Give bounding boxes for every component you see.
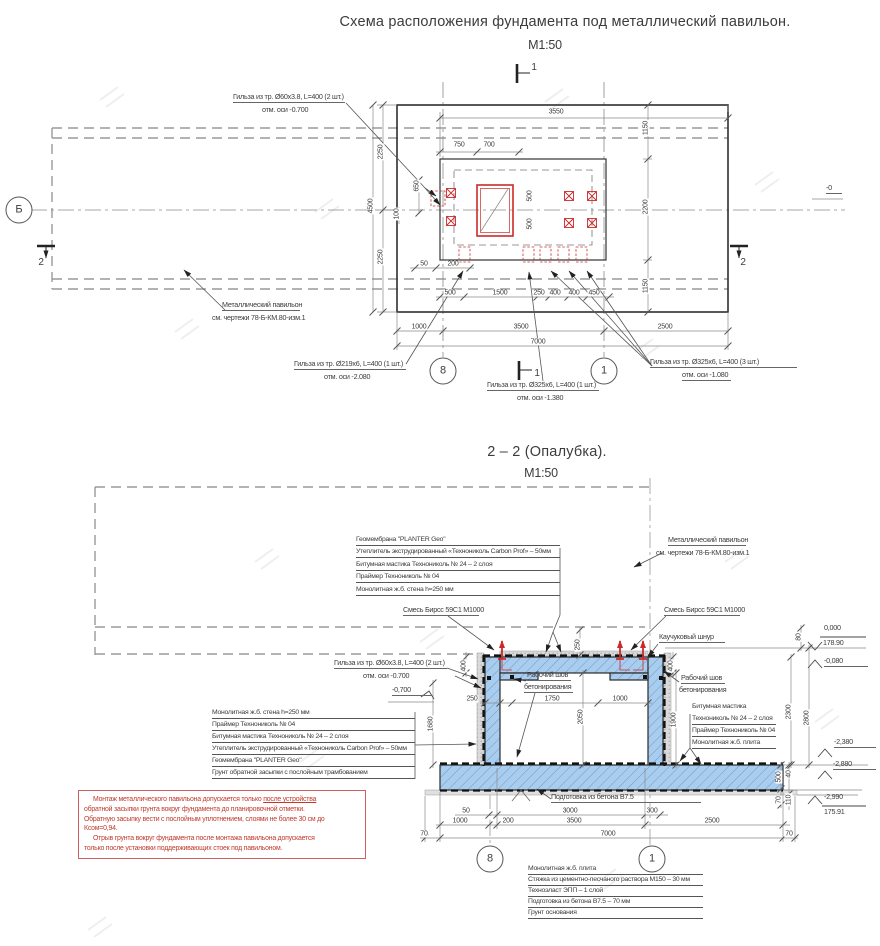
dim-110-sec: 110 bbox=[785, 794, 793, 806]
dim-500-inner-bottom: 500 bbox=[526, 218, 534, 230]
dim-2200: 2200 bbox=[642, 199, 650, 215]
dim-300-sec: 300 bbox=[646, 807, 658, 815]
section-top-stack-0: Геомембрана "PLANTER Geo" bbox=[356, 537, 560, 546]
dim-2250-bottom: 2250 bbox=[377, 249, 385, 265]
elevation-zero-abs: 178.90 bbox=[823, 638, 844, 647]
section-sleeve60-line2: отм. оси -0.700 bbox=[363, 671, 410, 680]
elevation-minus-299-abs: 175.91 bbox=[824, 807, 845, 816]
callout-sleeve325-1-line2: отм. оси -1.380 bbox=[517, 393, 564, 402]
dim-2500-plan: 2500 bbox=[657, 323, 673, 331]
dim-2500-sec: 2500 bbox=[704, 817, 720, 825]
callout-sleeve60-line2: отм. оси -0.700 bbox=[262, 105, 309, 114]
dim-1750-sec: 1750 bbox=[544, 695, 560, 703]
section-pavilion-line1: Металлический павильон bbox=[668, 536, 746, 546]
section-right-stack-0: Битумная мастика bbox=[692, 703, 747, 710]
grid-bubble-1-plan: 1 bbox=[591, 358, 618, 385]
callout-sleeve219-line1: Гильза из тр. Ø219х6, L=400 (1 шт.) bbox=[294, 360, 406, 370]
section-title: 2 – 2 (Опалубка). bbox=[487, 443, 607, 460]
plan-edge-elevation: -0 bbox=[826, 184, 842, 194]
dim-100: 100 bbox=[393, 208, 401, 220]
plan-centerlines bbox=[31, 82, 845, 357]
dim-70-right-sec: 70 bbox=[785, 830, 793, 838]
dim-3000-sec: 3000 bbox=[562, 807, 578, 815]
dim-500-sec: 500 bbox=[775, 771, 783, 783]
callout-pavilion-line1: Металлический павильон bbox=[222, 301, 300, 311]
dim-1680-sec: 1680 bbox=[427, 716, 435, 732]
rubber-cord-label: Каучуковый шнур bbox=[659, 633, 725, 643]
dim-4500: 4500 bbox=[367, 198, 375, 214]
section-right-stack-1: Технониколь № 24 – 2 слоя bbox=[692, 716, 776, 725]
dim-1150-top: 1150 bbox=[642, 120, 650, 136]
callout-pavilion-line2: см. чертежи 78-Б-КМ.80-изм.1 bbox=[212, 313, 306, 322]
section-mark-2-right: 2 bbox=[740, 257, 746, 268]
elevation-minus-299: -2,990 bbox=[824, 792, 843, 801]
section-top-stack-3: Праймер Технониколь № 04 bbox=[356, 574, 560, 583]
plan-callout-leaders bbox=[184, 103, 652, 381]
dim-1900-sec: 1900 bbox=[670, 712, 678, 728]
warning-line-2: обратной засыпки грунта вокруг фундамента до планировочной отметки. bbox=[84, 805, 305, 813]
dim-1000-plan: 1000 bbox=[411, 323, 427, 331]
grid-bubble-1-section: 1 bbox=[639, 846, 666, 873]
dim-700: 700 bbox=[483, 141, 495, 149]
section-mark-1-bottom: 1 bbox=[534, 368, 540, 379]
dim-2800-sec: 2800 bbox=[803, 710, 811, 726]
dim-500-row: 500 bbox=[444, 289, 456, 297]
concrete-prep-label: Подготовка из бетона В7.5 bbox=[551, 793, 701, 803]
warning-line-6: только после установки поддерживающих стоек под павильоном. bbox=[84, 844, 283, 852]
callout-sleeve325-3-line2: отм. оси -1.080 bbox=[682, 371, 731, 381]
dim-2050-sec: 2050 bbox=[577, 709, 585, 725]
warning-note bbox=[78, 790, 366, 859]
dim-200-sec: 200 bbox=[502, 817, 514, 825]
section-left-stack-3: Утеплитель экструдированный «Технониколь Carbon Prof» – 50мм bbox=[212, 746, 415, 755]
mix-label-left: Смесь Бирсс 59С1 М1000 bbox=[403, 606, 479, 616]
section-top-stack-2: Битумная мастика Технониколь № 24 – 2 слоя bbox=[356, 562, 560, 571]
dim-650: 650 bbox=[413, 180, 421, 192]
elevation-zero: 0,000 bbox=[824, 623, 841, 632]
dim-400-left-sec: 400 bbox=[460, 660, 468, 672]
mix-label-right: Смесь Бирсс 59С1 М1000 bbox=[664, 606, 740, 616]
plan-pavilion-dashed-outline bbox=[52, 128, 728, 289]
plan-anchor-bolts bbox=[447, 189, 597, 228]
dim-2250-top: 2250 bbox=[377, 144, 385, 160]
plan-dimension-lines bbox=[373, 105, 843, 350]
dim-50-sec: 50 bbox=[462, 807, 470, 815]
section-right-stack-2: Праймер Технониколь № 04 bbox=[692, 728, 776, 737]
section-top-stack-1: Утеплитель экструдированный «Технониколь Carbon Prof» – 50мм bbox=[356, 549, 560, 558]
section-bottom-stack-3: Подготовка из бетона В7.5 – 70 мм bbox=[528, 899, 703, 908]
dim-250-row: 250 bbox=[533, 289, 545, 297]
elevation-minus-288: -2,880 bbox=[833, 760, 876, 770]
section-left-stack-2: Битумная мастика Технониколь № 24 – 2 слоя bbox=[212, 734, 415, 743]
grid-bubble-b: Б bbox=[6, 197, 33, 224]
joint-center-line1: Рабочий шов bbox=[527, 671, 571, 681]
plan-section-marks bbox=[37, 64, 748, 380]
dim-50-plan: 50 bbox=[420, 260, 428, 268]
section-right-stack-3: Монолитная ж.б. плита bbox=[692, 740, 776, 749]
grid-bubble-8-section: 8 bbox=[477, 846, 504, 873]
callout-sleeve60-line1: Гильза из тр. Ø60х3.8, L=400 (2 шт.) bbox=[233, 93, 345, 103]
callout-sleeve325-1-line1: Гильза из тр. Ø325х6, L=400 (1 шт.) bbox=[487, 381, 599, 391]
section-left-stack-1: Праймер Технониколь № 04 bbox=[212, 722, 415, 731]
dim-450-row: 450 bbox=[588, 289, 600, 297]
dim-1500-row: 1500 bbox=[492, 289, 508, 297]
warning-line-4: Ксом=0,94. bbox=[84, 825, 118, 833]
joint-right-line2: бетонирования bbox=[679, 685, 727, 694]
plan-opening-red bbox=[477, 185, 513, 236]
dim-200-plan: 200 bbox=[447, 260, 459, 268]
dim-3500-sec: 3500 bbox=[566, 817, 582, 825]
dim-250-sec: 250 bbox=[466, 695, 478, 703]
section-scale: М1:50 bbox=[524, 465, 558, 480]
dim-400b-row: 400 bbox=[568, 289, 580, 297]
dim-7000-plan: 7000 bbox=[530, 338, 546, 346]
section-bottom-stack-4: Грунт основания bbox=[528, 910, 703, 919]
dim-500-inner-top: 500 bbox=[526, 190, 534, 202]
section-mark-1-top: 1 bbox=[531, 62, 537, 73]
dim-7000-sec: 7000 bbox=[600, 830, 616, 838]
section-left-stack-4: Геомембрана "PLANTER Geo" bbox=[212, 758, 415, 767]
dim-3550: 3550 bbox=[548, 108, 564, 116]
section-top-stack-4: Монолитная ж.б. стена h=250 мм bbox=[356, 587, 560, 596]
dim-40-sec: 40 bbox=[785, 770, 793, 778]
dim-1000-inner-sec: 1000 bbox=[612, 695, 628, 703]
section-left-stack-5: Грунт обратной засыпки с послойным трамбованием bbox=[212, 770, 415, 779]
section-left-stack-0: Монолитная ж.б. стена h=250 мм bbox=[212, 710, 415, 719]
dim-70-sec: 70 bbox=[775, 796, 783, 804]
elevation-minus-238: -2,380 bbox=[834, 738, 876, 748]
dim-3500-plan: 3500 bbox=[513, 323, 529, 331]
section-pavilion-line2: см. чертежи 78-Б-КМ.80-изм.1 bbox=[656, 548, 750, 557]
joint-center-line2: бетонирования bbox=[524, 683, 573, 693]
section-bottom-stack-2: Техноэласт ЭПП – 1 слой bbox=[528, 888, 703, 897]
section-sleeve60-line1: Гильза из тр. Ø60х3.8, L=400 (2 шт.) bbox=[334, 659, 447, 669]
section-mark-2-left: 2 bbox=[38, 257, 44, 268]
dim-1000-sec: 1000 bbox=[452, 817, 468, 825]
dim-2300-sec: 2300 bbox=[785, 704, 793, 720]
dim-1150-bottom: 1150 bbox=[642, 278, 650, 294]
warning-line-5: Отрыв грунта вокруг фундамента после монтажа павильона допускается bbox=[93, 835, 315, 843]
dim-70-left-sec: 70 bbox=[420, 830, 428, 838]
elevation-minus-0700: -0,700 bbox=[392, 686, 432, 696]
dim-400a-row: 400 bbox=[549, 289, 561, 297]
plan-scale: М1:50 bbox=[528, 37, 562, 52]
grid-bubble-8-plan: 8 bbox=[430, 358, 457, 385]
plan-title: Схема расположения фундамента под металлический павильон. bbox=[339, 13, 791, 30]
warning-line-3: Обратную засыпку вести с послойным уплотнением, слоями не более 30 см до bbox=[84, 815, 325, 823]
callout-sleeve219-line2: отм. оси -2.080 bbox=[324, 372, 371, 381]
dim-750: 750 bbox=[453, 141, 465, 149]
callout-sleeve325-3-line1: Гильза из тр. Ø325х6, L=400 (3 шт.) bbox=[650, 358, 797, 368]
plan-foundation-outline bbox=[397, 105, 728, 312]
elevation-minus-008: -0,080 bbox=[824, 657, 868, 667]
dim-250-top-sec: 250 bbox=[574, 639, 582, 651]
dim-400-right-sec: 400 bbox=[667, 660, 675, 672]
dim-80-sec: 80 bbox=[795, 633, 803, 641]
section-bottom-stack-0: Монолитная ж.б. плита bbox=[528, 866, 703, 875]
joint-right-line1: Рабочий шов bbox=[681, 674, 725, 684]
warning-line-1: Монтаж металлического павильона допускается только после устройства bbox=[93, 796, 317, 803]
section-bottom-stack-1: Стяжка из цементно-песчаного раствора М150 – 30 мм bbox=[528, 877, 703, 886]
